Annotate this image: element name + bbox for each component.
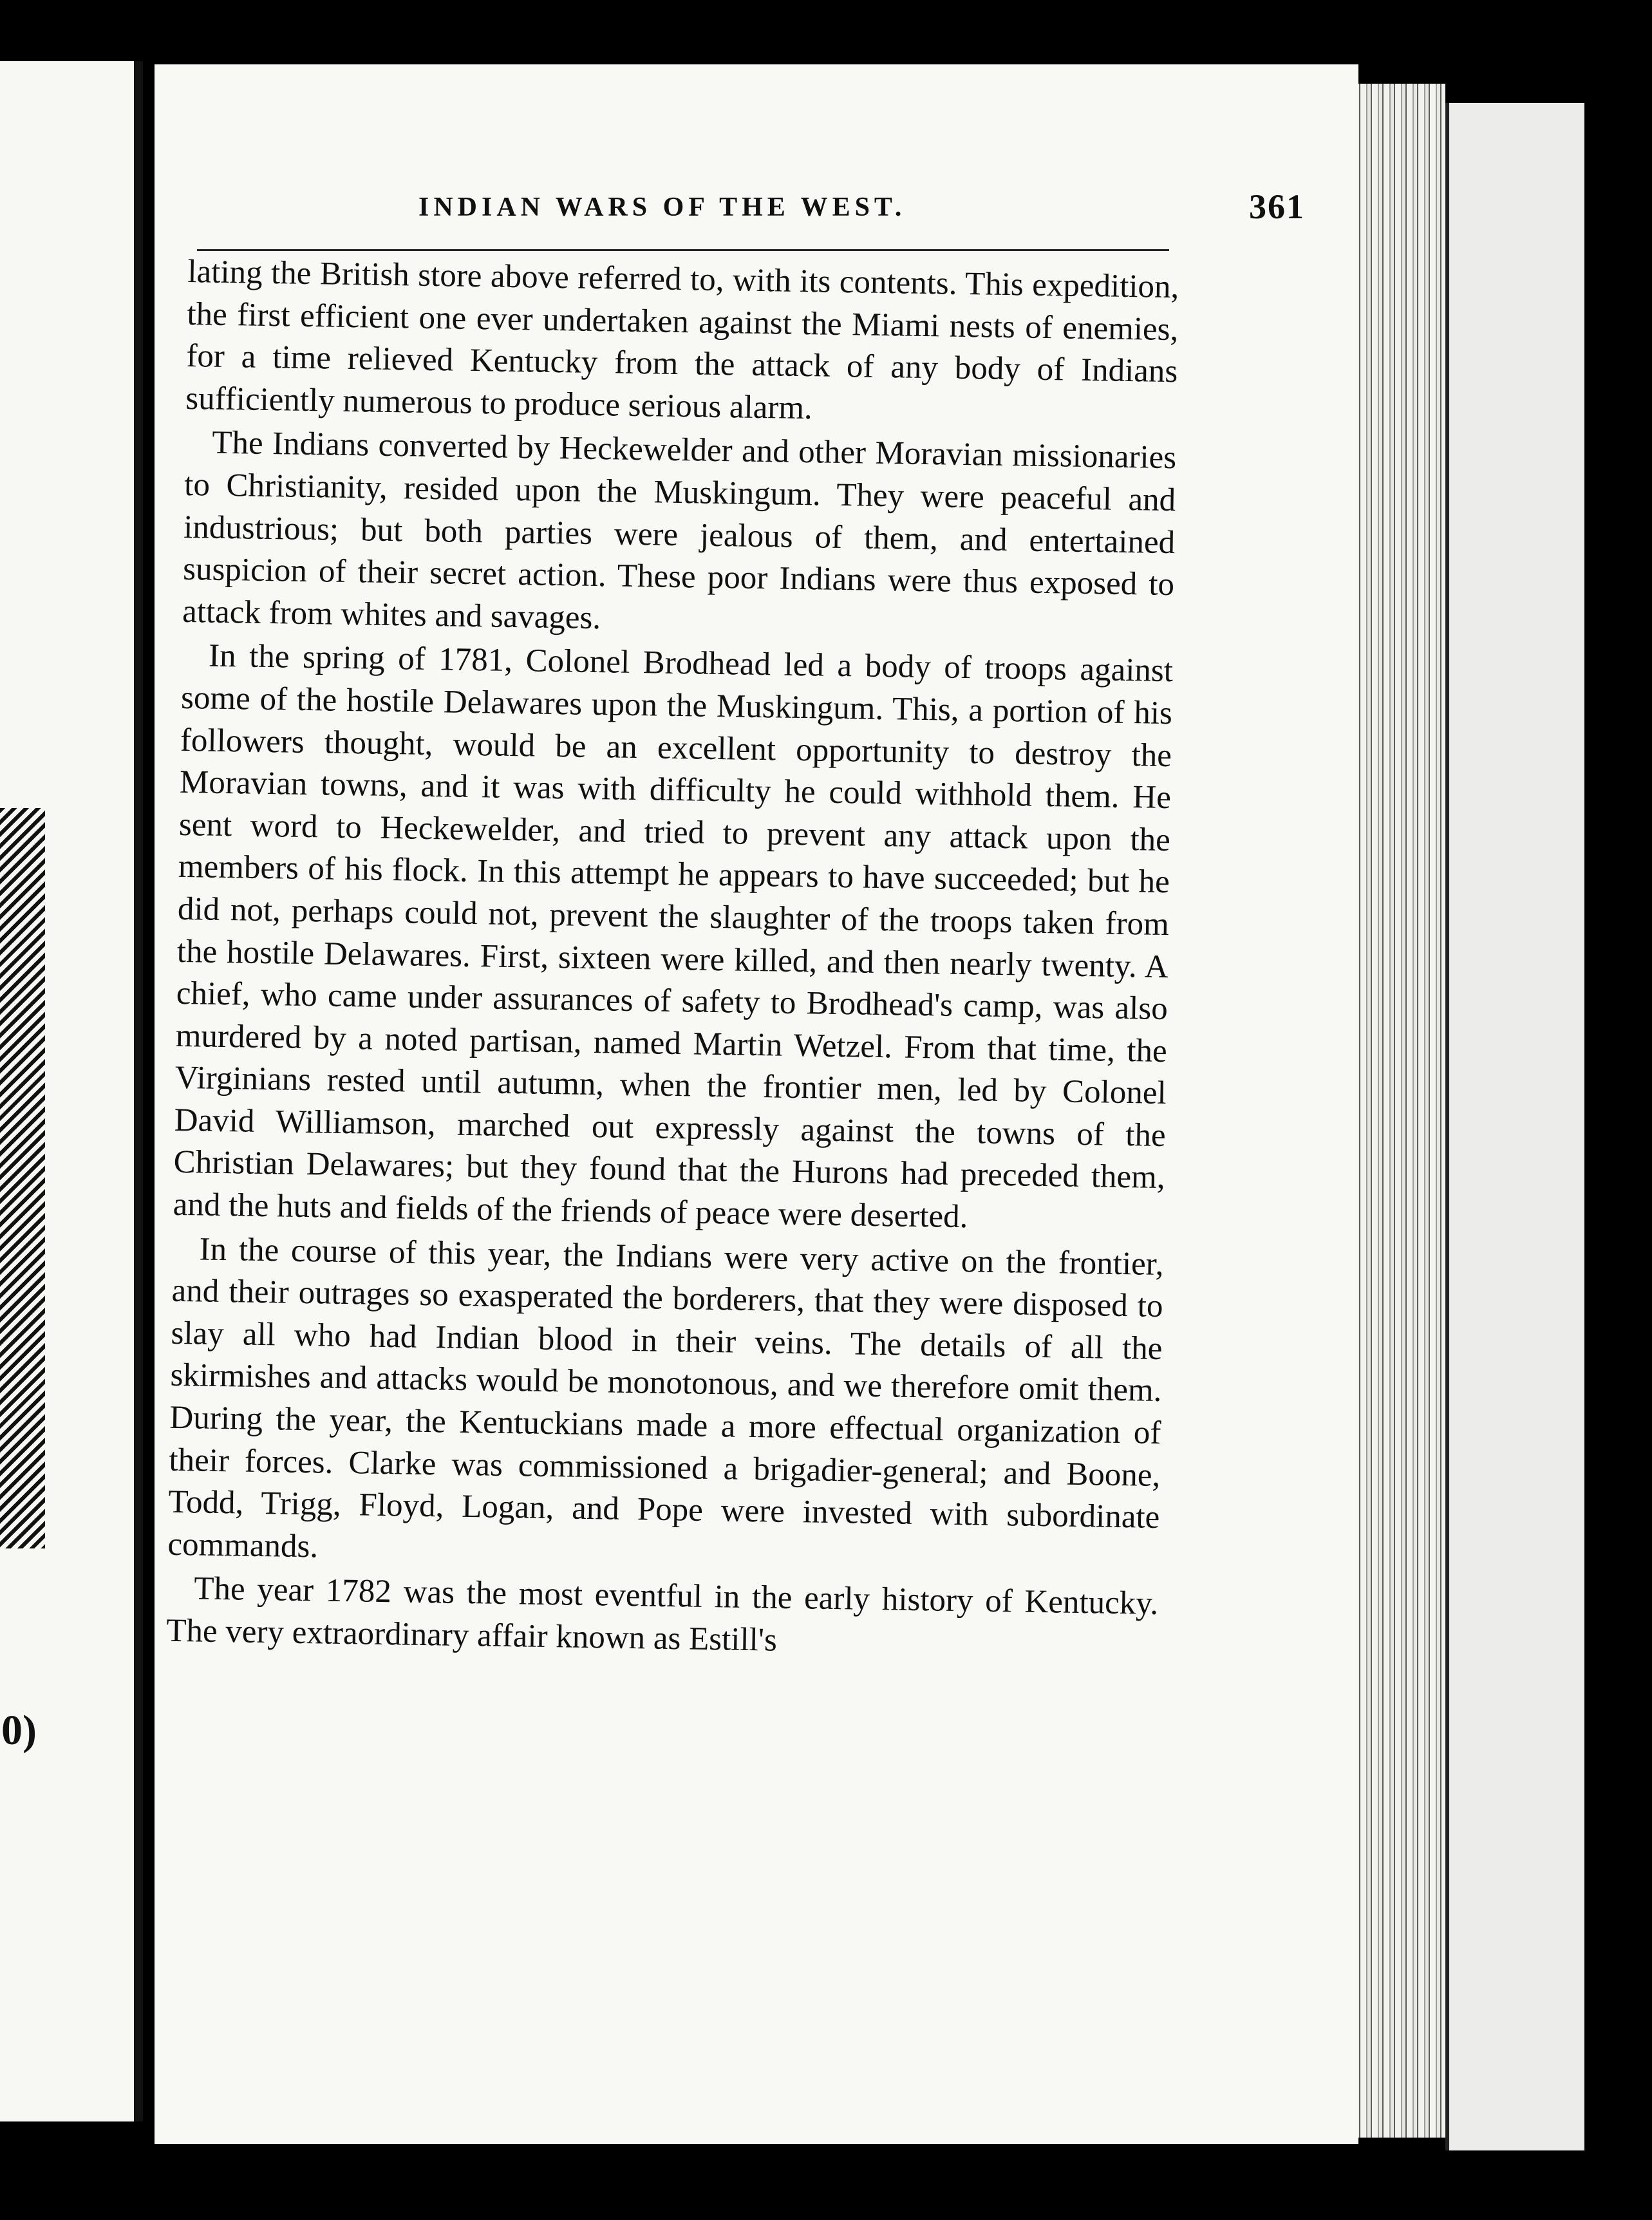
facing-page-text-fragment: 0) [1,1707,37,1754]
book-page [155,64,1358,2144]
facing-page [0,61,143,2121]
page-edges [1349,84,1445,2138]
page-number: 361 [1249,187,1305,226]
paragraph: In the course of this year, the Indians were very active on the frontier, and their outrages so exasperated the borderers, that they were disposed to slay all who had Indian blood in their veins. The details of all the skirmishes and attacks would be monotonous, and we therefore omit them. During the year, the Kentuckians made a more effectual organization of their forces. Clarke was commissioned a brigadier-general; and Boone, Todd, Trigg, Floyd, Logan, and Pope were invested with subordinate commands. [167,1231,1164,1565]
paragraph: The year 1782 was the most eventful in the early history of Kentucky. The very extraordinary affair known as Estill's [165,1570,1159,1659]
facing-page-engraving [0,808,45,1548]
paragraph: The Indians converted by Heckewelder and other Moravian missionaries to Christianity, resided upon the Muskingum. They were peaceful and industrious; but both parties were jealous of them, and entertained suspicion of their secret action. These poor Indians were thus exposed to attack from whites and savages. [182,425,1177,636]
running-head: INDIAN WARS OF THE WEST. [418,193,906,222]
header-rule [197,249,1169,251]
paragraph: lating the British store above referred to, with its contents. This expedition, the first efficient one ever undertaken against the Miami nests of enemies, for a time relieved Kentucky from the attack of any body of Indians sufficiently numerous to produce serious alarm. [185,253,1179,427]
paragraph: In the spring of 1781, Colonel Brodhead led a body of troops against some of the hostile Delawares upon the Muskingum. This, a portion of his followers thought, would be an excellent opportunity to destroy the Moravian towns, and it was with difficulty he could withhold them. He sent word to Heckewelder, and tried to prevent any attack upon the members of his flock. In this attempt he appears to have succeeded; but he did not, perhaps could not, prevent the slaughter of the troops taken from the hostile Delawares. First, sixteen were killed, and then nearly twenty. A chief, who came under assurances of safety to Brodhead's camp, was also murdered by a noted partisan, named Martin Wetzel. From that time, the Virginians rested until autumn, when the frontier men, led by Colonel David Williamson, marched out expressly against the towns of the Christian Delawares; but they found that the Hurons had preceded them, and the huts and fields of the friends of peace were deserted. [173,637,1174,1236]
body-text [166,251,1179,1670]
book-back-cover [1445,103,1584,2150]
